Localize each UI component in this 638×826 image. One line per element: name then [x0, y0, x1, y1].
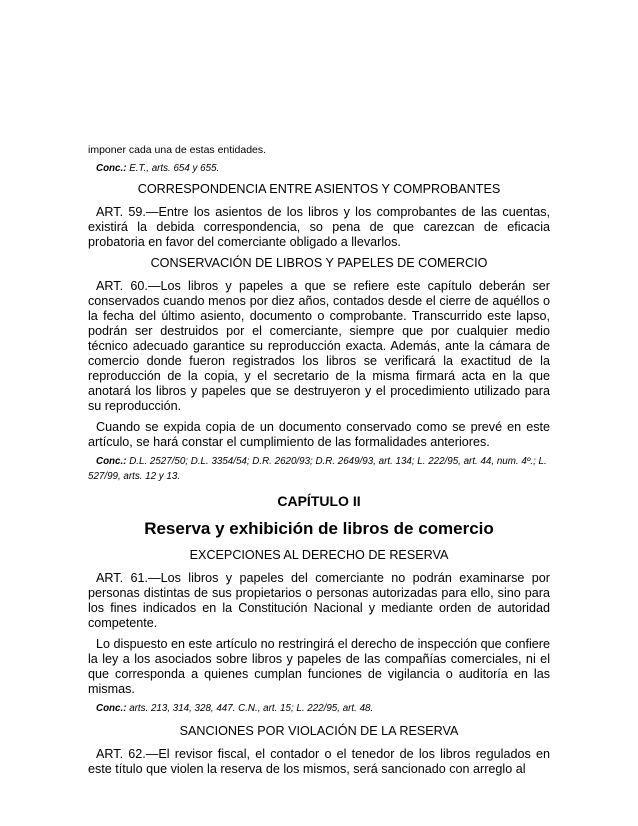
chapter-title: Reserva y exhibición de libros de comercio	[144, 519, 494, 538]
concordance-text: arts. 213, 314, 328, 447. C.N., art. 15; L. 222/95, art. 48.	[126, 703, 374, 714]
article-60-paragraph-2: Cuando se expida copia de un documento conservado como se prevé en este artículo, se hará constar el cumplimiento de las formalidades anteriores.	[88, 420, 550, 449]
page-content	[88, 143, 550, 777]
article-60: ART. 60.—Los libros y papeles a que se refiere este capítulo deberán ser conservados cuando menos por diez años, contados desde el cierre de aquéllos o la fecha del último asiento, documento o comprobante. Transcurrido este lapso, podrán ser destruidos por el comerciante, siempre que por cualquier medio técnico adecuado garantice su reproducción exacta. Además, ante la cámara de comercio donde fueron registrados los libros se verificará la exactitud de la reproducción de la copia, y el secretario de la misma firmará acta en la que anotará los libros y papeles que se destruyeron y el procedimiento utilizado para su reproducción.	[88, 279, 550, 413]
article-61: ART. 61.—Los libros y papeles del comerciante no podrán examinarse por personas distintas de sus propietarios o personas autorizadas para ello, sino para los fines indicados en la Constitución Nacional y mediante orden de autoridad competente.	[88, 571, 550, 630]
concordance-label: Conc.:	[96, 456, 127, 467]
intro-line: imponer cada una de estas entidades.	[88, 144, 267, 156]
section-heading: CORRESPONDENCIA ENTRE ASIENTOS Y COMPROBANTES	[137, 182, 501, 196]
section-heading: EXCEPCIONES AL DERECHO DE RESERVA	[189, 548, 449, 562]
article-62: ART. 62.—El revisor fiscal, el contador o el tenedor de los libros regulados en este título que violen la reserva de los mismos, será sancionado con arreglo al	[88, 747, 550, 776]
article-61-paragraph-2: Lo dispuesto en este artículo no restringirá el derecho de inspección que confiere la ley a los asociados sobre libros y papeles de las compañías comerciales, ni el que corresponda a quienes cumplan funciones de vigilancia o auditoría en las mismas.	[88, 637, 550, 696]
concordance-note	[88, 454, 550, 484]
concordance-text: E.T., arts. 654 y 655.	[126, 163, 220, 174]
concordance-note	[88, 161, 550, 176]
concordance-label: Conc.:	[96, 703, 127, 714]
concordance-label: Conc.:	[96, 163, 127, 174]
concordance-text: D.L. 2527/50; D.L. 3354/54; D.R. 2620/93; D.R. 2649/93, art. 134; L. 222/95, art. 44, num. 4º.; L. 527/99, arts. 12 y 13.	[88, 456, 547, 482]
section-heading: SANCIONES POR VIOLACIÓN DE LA RESERVA	[179, 724, 459, 738]
concordance-note	[88, 701, 550, 716]
section-heading: CONSERVACIÓN DE LIBROS Y PAPELES DE COMERCIO	[150, 256, 488, 270]
chapter-number: CAPÍTULO II	[277, 493, 361, 509]
article-59: ART. 59.—Entre los asientos de los libros y los comprobantes de las cuentas, existirá la debida correspondencia, so pena de que carezcan de eficacia probatoria en favor del comerciante obligado a llevarlos.	[88, 205, 550, 249]
